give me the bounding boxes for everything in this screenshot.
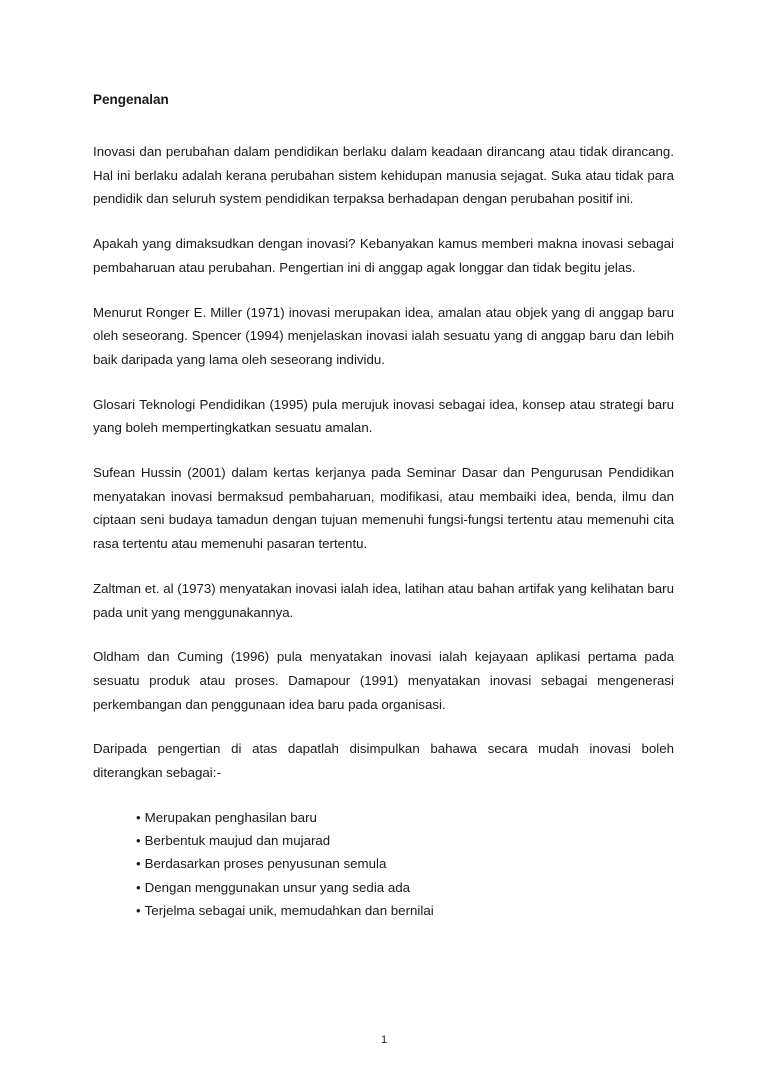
bullet-list	[93, 806, 674, 922]
paragraph-definition-question: Apakah yang dimaksudkan dengan inovasi? Kebanyakan kamus memberi makna inovasi sebagai pembaharuan atau perubahan. Pengertian ini di anggap agak longgar dan tidak begitu jelas.	[93, 236, 674, 275]
list-item-text: Berdasarkan proses penyusunan semula	[144, 856, 387, 872]
list-item-text: Terjelma sebagai unik, memudahkan dan bernilai	[144, 902, 434, 918]
paragraph-sufean-hussin: Sufean Hussin (2001) dalam kertas kerjanya pada Seminar Dasar dan Pengurusan Pendidikan menyatakan inovasi bermaksud pembaharuan, modifikasi, atau membaiki idea, benda, ilmu dan ciptaan seni budaya tamadun dengan tujuan memenuhi fungsi-fungsi tertentu atau memenuhi cita rasa tertentu atau memenuhi pasaran tertentu.	[93, 465, 674, 552]
list-item-text: Dengan menggunakan unsur yang sedia ada	[144, 879, 411, 895]
paragraph-zaltman: Zaltman et. al (1973) menyatakan inovasi ialah idea, latihan atau bahan artifak yang kelihatan baru pada unit yang menggunakannya.	[93, 580, 674, 620]
list-item-text: Merupakan penghasilan baru	[144, 809, 317, 825]
bullet-icon: •	[136, 902, 141, 918]
section-heading: Pengenalan	[93, 92, 169, 107]
paragraph-conclusion: Daripada pengertian di atas dapatlah disimpulkan bahawa secara mudah inovasi boleh diterangkan sebagai:-	[93, 741, 674, 781]
list-item-text: Berbentuk maujud dan mujarad	[144, 833, 331, 849]
bullet-icon: •	[136, 809, 141, 825]
list-item	[136, 852, 674, 875]
paragraph-intro: Inovasi dan perubahan dalam pendidikan berlaku dalam keadaan dirancang atau tidak dirancang. Hal ini berlaku adalah kerana perubahan sistem kehidupan manusia sejagat. Suka atau tidak para pendidik dan seluruh system pendidikan terpaksa berhadapan dengan perubahan positif ini.	[93, 144, 674, 207]
list-item	[136, 806, 674, 829]
page-number: 1	[380, 1034, 388, 1046]
paragraph-glosari: Glosari Teknologi Pendidikan (1995) pula merujuk inovasi sebagai idea, konsep atau strategi baru yang boleh mempertingkatkan sesuatu amalan.	[93, 396, 674, 436]
list-item	[136, 899, 674, 922]
list-item	[136, 829, 674, 852]
bullet-icon: •	[136, 833, 141, 849]
bullet-icon: •	[136, 879, 141, 895]
bullet-icon: •	[136, 856, 141, 872]
body-text	[93, 140, 674, 922]
list-item	[136, 876, 674, 899]
paragraph-miller-spencer: Menurut Ronger E. Miller (1971) inovasi merupakan idea, amalan atau objek yang di anggap baru oleh seseorang. Spencer (1994) menjelaskan inovasi ialah sesuatu yang di anggap baru dan lebih baik daripada yang lama oleh seseorang individu.	[93, 304, 674, 367]
paragraph-oldham-damapour: Oldham dan Cuming (1996) pula menyatakan inovasi ialah kejayaan aplikasi pertama pada sesuatu produk atau proses. Damapour (1991) menyatakan inovasi sebagai mengenerasi perkembangan dan penggunaan idea baru pada organisasi.	[93, 649, 674, 712]
